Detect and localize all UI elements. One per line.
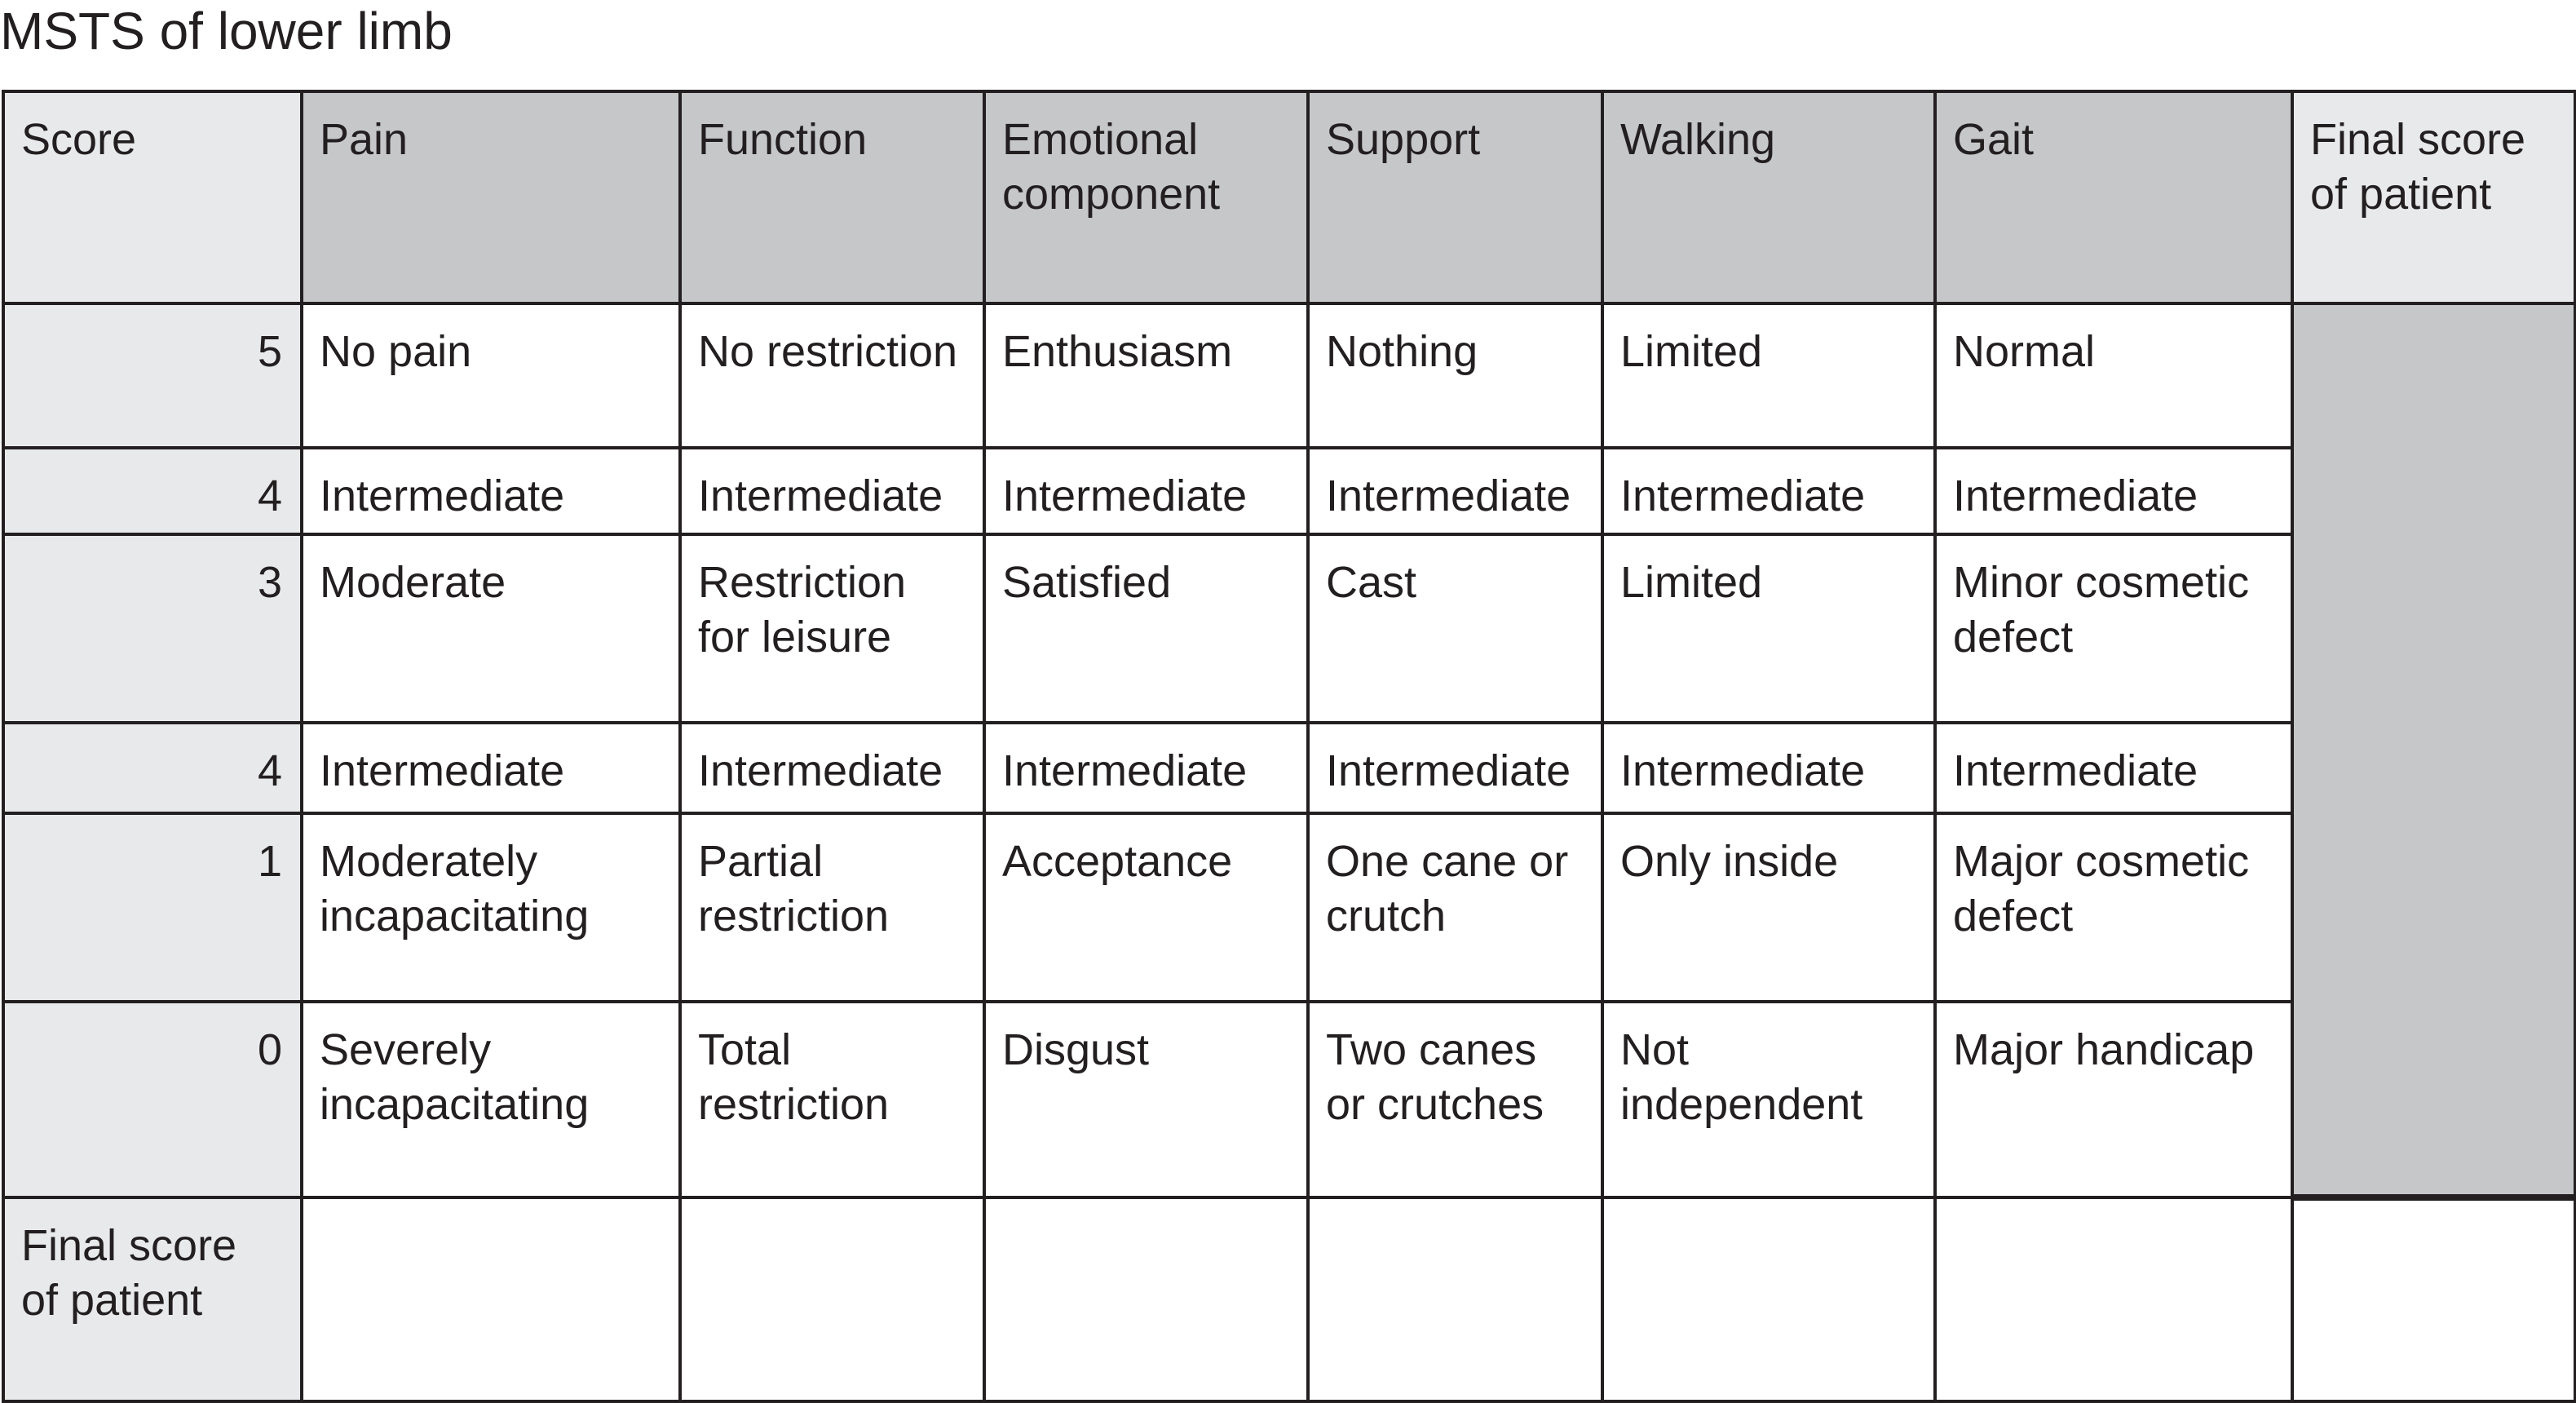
- table-row: [3, 448, 2575, 534]
- score-cell: 1: [3, 813, 302, 1002]
- function-cell: Intermediate: [680, 723, 984, 813]
- gait-cell: Intermediate: [1935, 448, 2292, 534]
- pain-cell: Intermediate: [302, 448, 680, 534]
- walking-cell: Intermediate: [1602, 723, 1935, 813]
- header-final-score: Final score of patient: [2292, 91, 2575, 303]
- final-score-shaded-block: [2292, 303, 2575, 1197]
- gait-cell: Major handicap: [1935, 1002, 2292, 1197]
- header-score: Score: [3, 91, 302, 303]
- final-score-total-input-cell[interactable]: [2292, 1197, 2575, 1401]
- function-cell: Partial restriction: [680, 813, 984, 1002]
- function-cell: Intermediate: [680, 448, 984, 534]
- final-score-walking-input-cell[interactable]: [1602, 1197, 1935, 1401]
- header-walking: Walking: [1602, 91, 1935, 303]
- pain-cell: Intermediate: [302, 723, 680, 813]
- table-row: [3, 534, 2575, 723]
- table-title: MSTS of lower limb: [0, 2, 453, 60]
- emotional-cell: Satisfied: [984, 534, 1308, 723]
- pain-cell: Moderate: [302, 534, 680, 723]
- support-cell: Two canes or crutches: [1308, 1002, 1602, 1197]
- final-score-emotional-input-cell[interactable]: [984, 1197, 1308, 1401]
- support-cell: Nothing: [1308, 303, 1602, 448]
- header-pain: Pain: [302, 91, 680, 303]
- pain-cell: No pain: [302, 303, 680, 448]
- walking-cell: Not independent: [1602, 1002, 1935, 1197]
- score-cell: 5: [3, 303, 302, 448]
- gait-cell: Minor cosmetic defect: [1935, 534, 2292, 723]
- function-cell: Restriction for leisure: [680, 534, 984, 723]
- final-score-support-input-cell[interactable]: [1308, 1197, 1602, 1401]
- header-gait: Gait: [1935, 91, 2292, 303]
- header-support: Support: [1308, 91, 1602, 303]
- table-row: [3, 303, 2575, 448]
- walking-cell: Limited: [1602, 303, 1935, 448]
- gait-cell: Intermediate: [1935, 723, 2292, 813]
- final-score-function-input-cell[interactable]: [680, 1197, 984, 1401]
- final-score-gait-input-cell[interactable]: [1935, 1197, 2292, 1401]
- score-cell: 4: [3, 448, 302, 534]
- table-row: [3, 813, 2575, 1002]
- table-row: [3, 723, 2575, 813]
- emotional-cell: Intermediate: [984, 448, 1308, 534]
- support-cell: One cane or crutch: [1308, 813, 1602, 1002]
- pain-cell: Moderately incapacitating: [302, 813, 680, 1002]
- gait-cell: Major cosmetic defect: [1935, 813, 2292, 1002]
- pain-cell: Severely incapacitating: [302, 1002, 680, 1197]
- emotional-cell: Intermediate: [984, 723, 1308, 813]
- score-cell: 0: [3, 1002, 302, 1197]
- gait-cell: Normal: [1935, 303, 2292, 448]
- support-cell: Cast: [1308, 534, 1602, 723]
- table-row: [3, 1002, 2575, 1197]
- score-cell: 4: [3, 723, 302, 813]
- support-cell: Intermediate: [1308, 448, 1602, 534]
- emotional-cell: Acceptance: [984, 813, 1308, 1002]
- header-row: [3, 91, 2575, 303]
- score-cell: 3: [3, 534, 302, 723]
- final-score-pain-input-cell[interactable]: [302, 1197, 680, 1401]
- walking-cell: Intermediate: [1602, 448, 1935, 534]
- support-cell: Intermediate: [1308, 723, 1602, 813]
- walking-cell: Only inside: [1602, 813, 1935, 1002]
- function-cell: Total restriction: [680, 1002, 984, 1197]
- header-emotional-component: Emotional component: [984, 91, 1308, 303]
- msts-score-table: [2, 90, 2576, 1403]
- function-cell: No restriction: [680, 303, 984, 448]
- header-function: Function: [680, 91, 984, 303]
- emotional-cell: Enthusiasm: [984, 303, 1308, 448]
- final-score-label: Final score of patient: [3, 1197, 302, 1401]
- final-score-row: [3, 1197, 2575, 1401]
- emotional-cell: Disgust: [984, 1002, 1308, 1197]
- walking-cell: Limited: [1602, 534, 1935, 723]
